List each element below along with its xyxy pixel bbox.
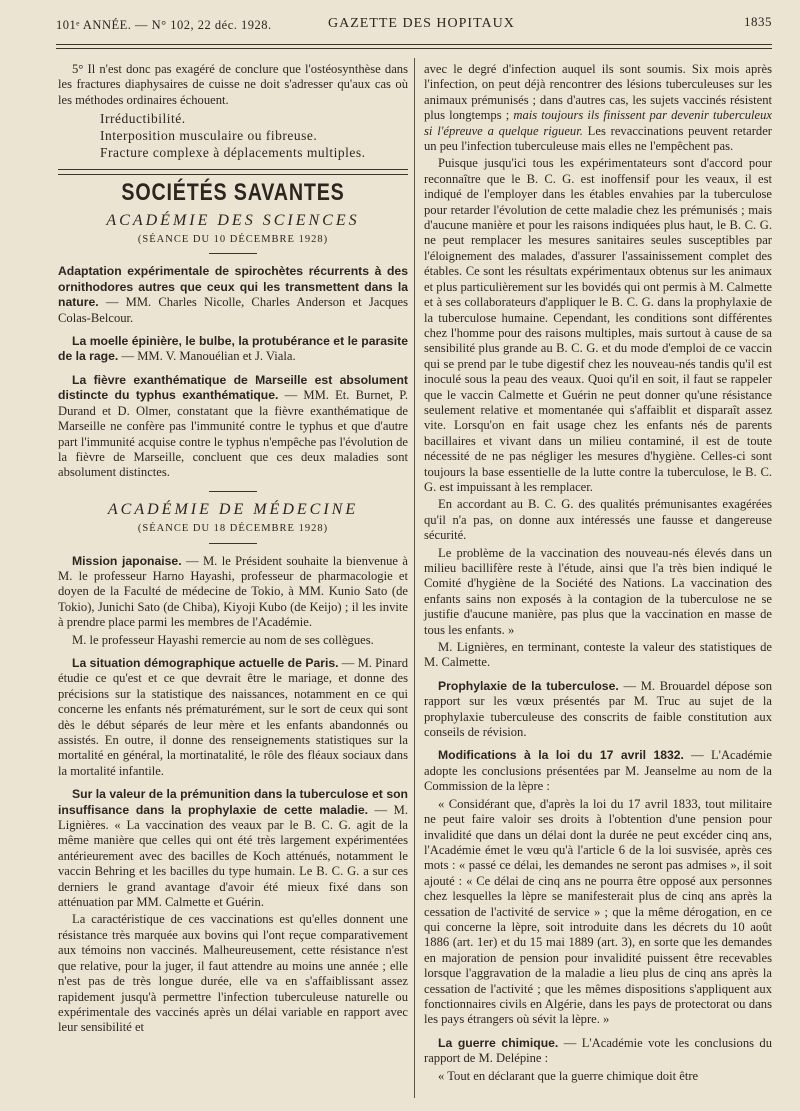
article-text: — L'Académie adopte les conclusions présentées par M. Jeanselme au nom de la Commission de la lèpre : <box>424 748 773 794</box>
short-rule <box>209 543 257 544</box>
article-paragraph: M. le professeur Hayashi remercie au nom de ses collègues. <box>72 632 374 647</box>
right-column <box>424 62 772 1086</box>
column-divider <box>414 58 415 1098</box>
article-paragraph <box>424 1036 772 1067</box>
article-paragraph <box>424 62 772 154</box>
article-text: — L'Académie vote les conclusions du rapport de M. Delépine : <box>424 1035 772 1066</box>
article-paragraph <box>58 656 408 779</box>
session-date: (SÉANCE DU 10 DÉCEMBRE 1928) <box>137 234 329 246</box>
article-text: Les revaccinations peuvent retarder un peu l'infection tuberculeuse mais elles ne l'empêchent pas. <box>424 123 772 154</box>
page-header <box>56 12 772 38</box>
session-date: (SÉANCE DU 18 DÉCEMBRE 1928) <box>137 523 329 535</box>
short-rule <box>209 253 257 254</box>
article-text: — M. Pinard étudie ce qu'est et ce que devrait être le mariage, et donne des précisions sur la statistique des naissances, notamment en ce qui concerne les enfants nés prématurément, sur le sort de ceux qui sont dès le début séparés de leur mère et les enfants abandonnés ou assistés. En outre, il donne des renseignements statistiques sur la mortalité en général, la mortinatalité, le rôle des fléaux sociaux dans la mortalité infantile. <box>58 655 409 778</box>
section-rule <box>58 169 408 175</box>
short-rule <box>209 491 257 492</box>
article-paragraph: En accordant au B. C. G. des qualités prémunisantes exagérées qu'il n'a pas, on donne aux intéressés une fausse et dangereuse sécurité. <box>424 497 772 543</box>
academy-sciences-heading: ACADÉMIE DES SCIENCES <box>106 211 360 229</box>
conclusion-paragraph: 5° Il n'est donc pas exagéré de conclure que l'ostéosynthèse dans les fractures diaphysaires de cuisse ne doit s'adresser qu'aux cas où les méthodes ordinaires échouent. <box>58 62 408 107</box>
article-title: La guerre chimique. <box>438 1035 559 1050</box>
journal-title: GAZETTE DES HOPITAUX <box>328 16 515 31</box>
article-paragraph: « Tout en déclarant que la guerre chimique doit être <box>438 1068 699 1083</box>
list-item: Interposition musculaire ou fibreuse. <box>100 128 318 144</box>
article-title: Modifications à la loi du 17 avril 1832. <box>438 748 684 763</box>
article-text: — MM. Charles Nicolle, Charles Anderson et Jacques Colas-Belcour. <box>58 295 408 325</box>
academy-medicine-heading: ACADÉMIE DE MÉDECINE <box>107 500 359 518</box>
article-title: La situation démographique actuelle de Paris. <box>72 655 339 670</box>
article-paragraph <box>58 373 408 481</box>
article-text: — M. Brouardel dépose son rapport sur les vœux présentés par M. Truc au sujet de la prophylaxie tuberculeuse des conscrits de faible constitution aux conseils de révision. <box>424 678 772 740</box>
article-title: La fièvre exanthématique de Marseille est absolument distincte du typhus exanthématique. <box>58 372 408 403</box>
article-paragraph: La caractéristique de ces vaccinations est qu'elles donnent une résistance très marquée aux bovins qui l'ont reçue comparativement aux témoins non vaccinés. Malheureusement, cette résistance n'est que relative, pour la juger, il faut attendre au moins une année ; elle n'est pas de très longue durée, elle va en s'affaiblissant assez rapidement jusqu'à permettre l'infection tuberculeuse naturelle ou expérimentale des vaccinés après un délai variable en rapport avec leur sensibilité et <box>58 912 408 1035</box>
article-paragraph: Puisque jusqu'ici tous les expérimentateurs sont d'accord pour reconnaître que le B. C. G. est inoffensif pour les veaux, il est indiqué de l'employer dans les étables envahies par la tuberculose pour retarder l'évolution de cette maladie chez les prémunisés ; mais d'aucune manière et pour les raisons indiquées plus haut, le B. C. G. ne peut remplacer les mesures sanitaires seules susceptibles par l'éloignement des malades, d'assurer l'assainissement complet des étables. Ce sont les résultats expérimentaux obtenus sur les animaux et plus particulièrement sur les bovidés qui ont permis à M. Calmette et à ses collaborateurs d'appliquer le B. C. G. dans la prophylaxie de la tuberculose humaine. Cependant, les conditions sont différentes chez l'homme pour des raisons multiples, mais surtout à cause de sa sensibilité plus grande au B. C. G. et du mode d'emploi de ce vaccin qui se prend par le tube digestif chez les nouveau-nés tandis qu'il est inoculé sous la peau des veaux. Quoi qu'il en soit, il faut se rappeler que le vaccin Calmette et Guérin ne peut donner qu'une résistance seulement relative et momentanée qui s'affaiblit et disparaît assez vite. Lorsqu'on en fait usage chez les enfants nés de parents bacillaires et vivant dans un milieu contaminé, il est de toute nécessité de ne pas négliger les mesures d'hygiène. Celles-ci sont toujours la base essentielle de la lutte contre la tuberculose, le B. C. G. est impuissant à les remplacer. <box>424 156 772 494</box>
article-paragraph <box>58 554 408 631</box>
article-emphasis: mais toujours ils finissent par devenir tuberculeux si l'épreuve a quelque rigueur. <box>424 108 772 138</box>
header-rule-bottom <box>56 48 772 49</box>
article-paragraph <box>58 334 408 365</box>
article-title: Sur la valeur de la prémunition dans la tuberculose et son insuffisance dans la prophylaxie de cette maladie. <box>58 787 408 817</box>
article-paragraph: Le problème de la vaccination des nouveau-nés élevés dans un milieu bacillifère reste à l'étude, ainsi que l'a très bien indiqué le Comité d'hygiène de la Société des Nations. La vaccination des enfants sains non exposés à la contagion de la tuberculose ne se justifie d'aucune manière, pas plus que la vaccination en masse de tous les enfants. » <box>424 545 772 637</box>
article-title: La moelle épinière, le bulbe, la protubérance et le parasite de la rage. <box>58 334 408 364</box>
page-number: 1835 <box>744 14 772 29</box>
article-paragraph <box>58 787 408 910</box>
article-paragraph: M. Lignières, en terminant, conteste la valeur des statistiques de M. Calmette. <box>424 640 772 670</box>
list-item: Irréductibilité. <box>100 111 186 127</box>
article-title: Adaptation expérimentale de spirochètes récurrents à des ornithodores autres que ceux qui les transmettent dans la nature. <box>58 264 408 310</box>
indications-list <box>100 110 408 161</box>
left-column <box>58 62 408 1038</box>
article-paragraph <box>424 748 772 794</box>
article-paragraph <box>58 264 408 326</box>
issue-info: 101ᵉ ANNÉE. — N° 102, 22 déc. 1928. <box>56 18 272 32</box>
article-text: — M. Lignières. « La vaccination des veaux par le B. C. G. agit de la même manière que celles qui ont été très largement expérimentées antérieurement avec des bacilles de Koch atténués, notamment le vaccin Behring et les bacilles du type humain. Le B. C. G. a sur ces derniers le grand avantage d'avoir été mieux fixé dans son atténuation par MM. Calmette et Guérin. <box>58 802 408 910</box>
article-text: — MM. V. Manouélian et J. Viala. <box>118 349 296 364</box>
article-title: Prophylaxie de la tuberculose. <box>438 678 619 693</box>
article-paragraph: « Considérant que, d'après la loi du 17 avril 1833, tout militaire ne peut faire valoir ses droits à l'obtention d'une pension pour invalidité que dans un délai dont la durée ne peut excéder cinq ans, l'Académie émet le vœu qu'à l'article 6 de la loi susvisée, après ces mots : « passé ce délai, les demandes ne seront pas admises », il soit ajouté : « Ce délai de cinq ans ne pourra être opposé aux personnes chez lesquelles la lèpre se manifesterait plus de cinq ans après la cessation de l'activité de service » ; que la même dérogation, en ce qui concerne la lèpre, soit introduite dans les décrets du 10 août 1886 (art. 1er) et du 15 mai 1889 (art. 3), en sorte que les demandes en majoration de pension pour invalidité puissent être recevables lorsque l'aggravation de la maladie a lieu plus de cinq ans après la cessation de l'activité ; que les mêmes dispositions s'appliquent aux fonctionnaires civils en Algérie, dans les pays de protectorat ou dans les pays étrangers où sévit la lèpre. » <box>424 796 772 1027</box>
article-paragraph <box>424 679 772 741</box>
article-text: — M. le Président souhaite la bienvenue à M. le professeur Harno Hayashi, professeur de pharmacologie et doyen de la Faculté de médecine de Tokio, à MM. Kunio Sato (de Tokio), Junichi Sato (de Chiba), Kiyoji Kubo (de Keijo) ; il les invite à prendre place parmi les membres de l'Académie. <box>58 553 408 630</box>
header-rule-top <box>56 44 772 45</box>
article-text: avec le degré d'infection auquel ils sont soumis. Six mois après l'infection, on peut déjà rencontrer des lésions tuberculeuses sur les animaux prémunisés ; dans d'autres cas, les sujets vaccinés résistent plus longtemps ; <box>424 62 772 123</box>
article-text: — MM. Et. Burnet, P. Durand et D. Olmer, constatant que la fièvre exanthématique de Marseille ne confère pas l'immunité contre le typhus et que d'autre part l'immunité acquise contre le typhus n'empêche pas l'évolution de la fièvre de Marseille, concluent que ces deux maladies sont absolument distinctes. <box>58 388 408 480</box>
article-title: Mission japonaise. <box>72 553 182 568</box>
list-item: Fracture complexe à déplacements multiples. <box>100 145 366 161</box>
section-title: SOCIÉTÉS SAVANTES <box>121 179 345 207</box>
